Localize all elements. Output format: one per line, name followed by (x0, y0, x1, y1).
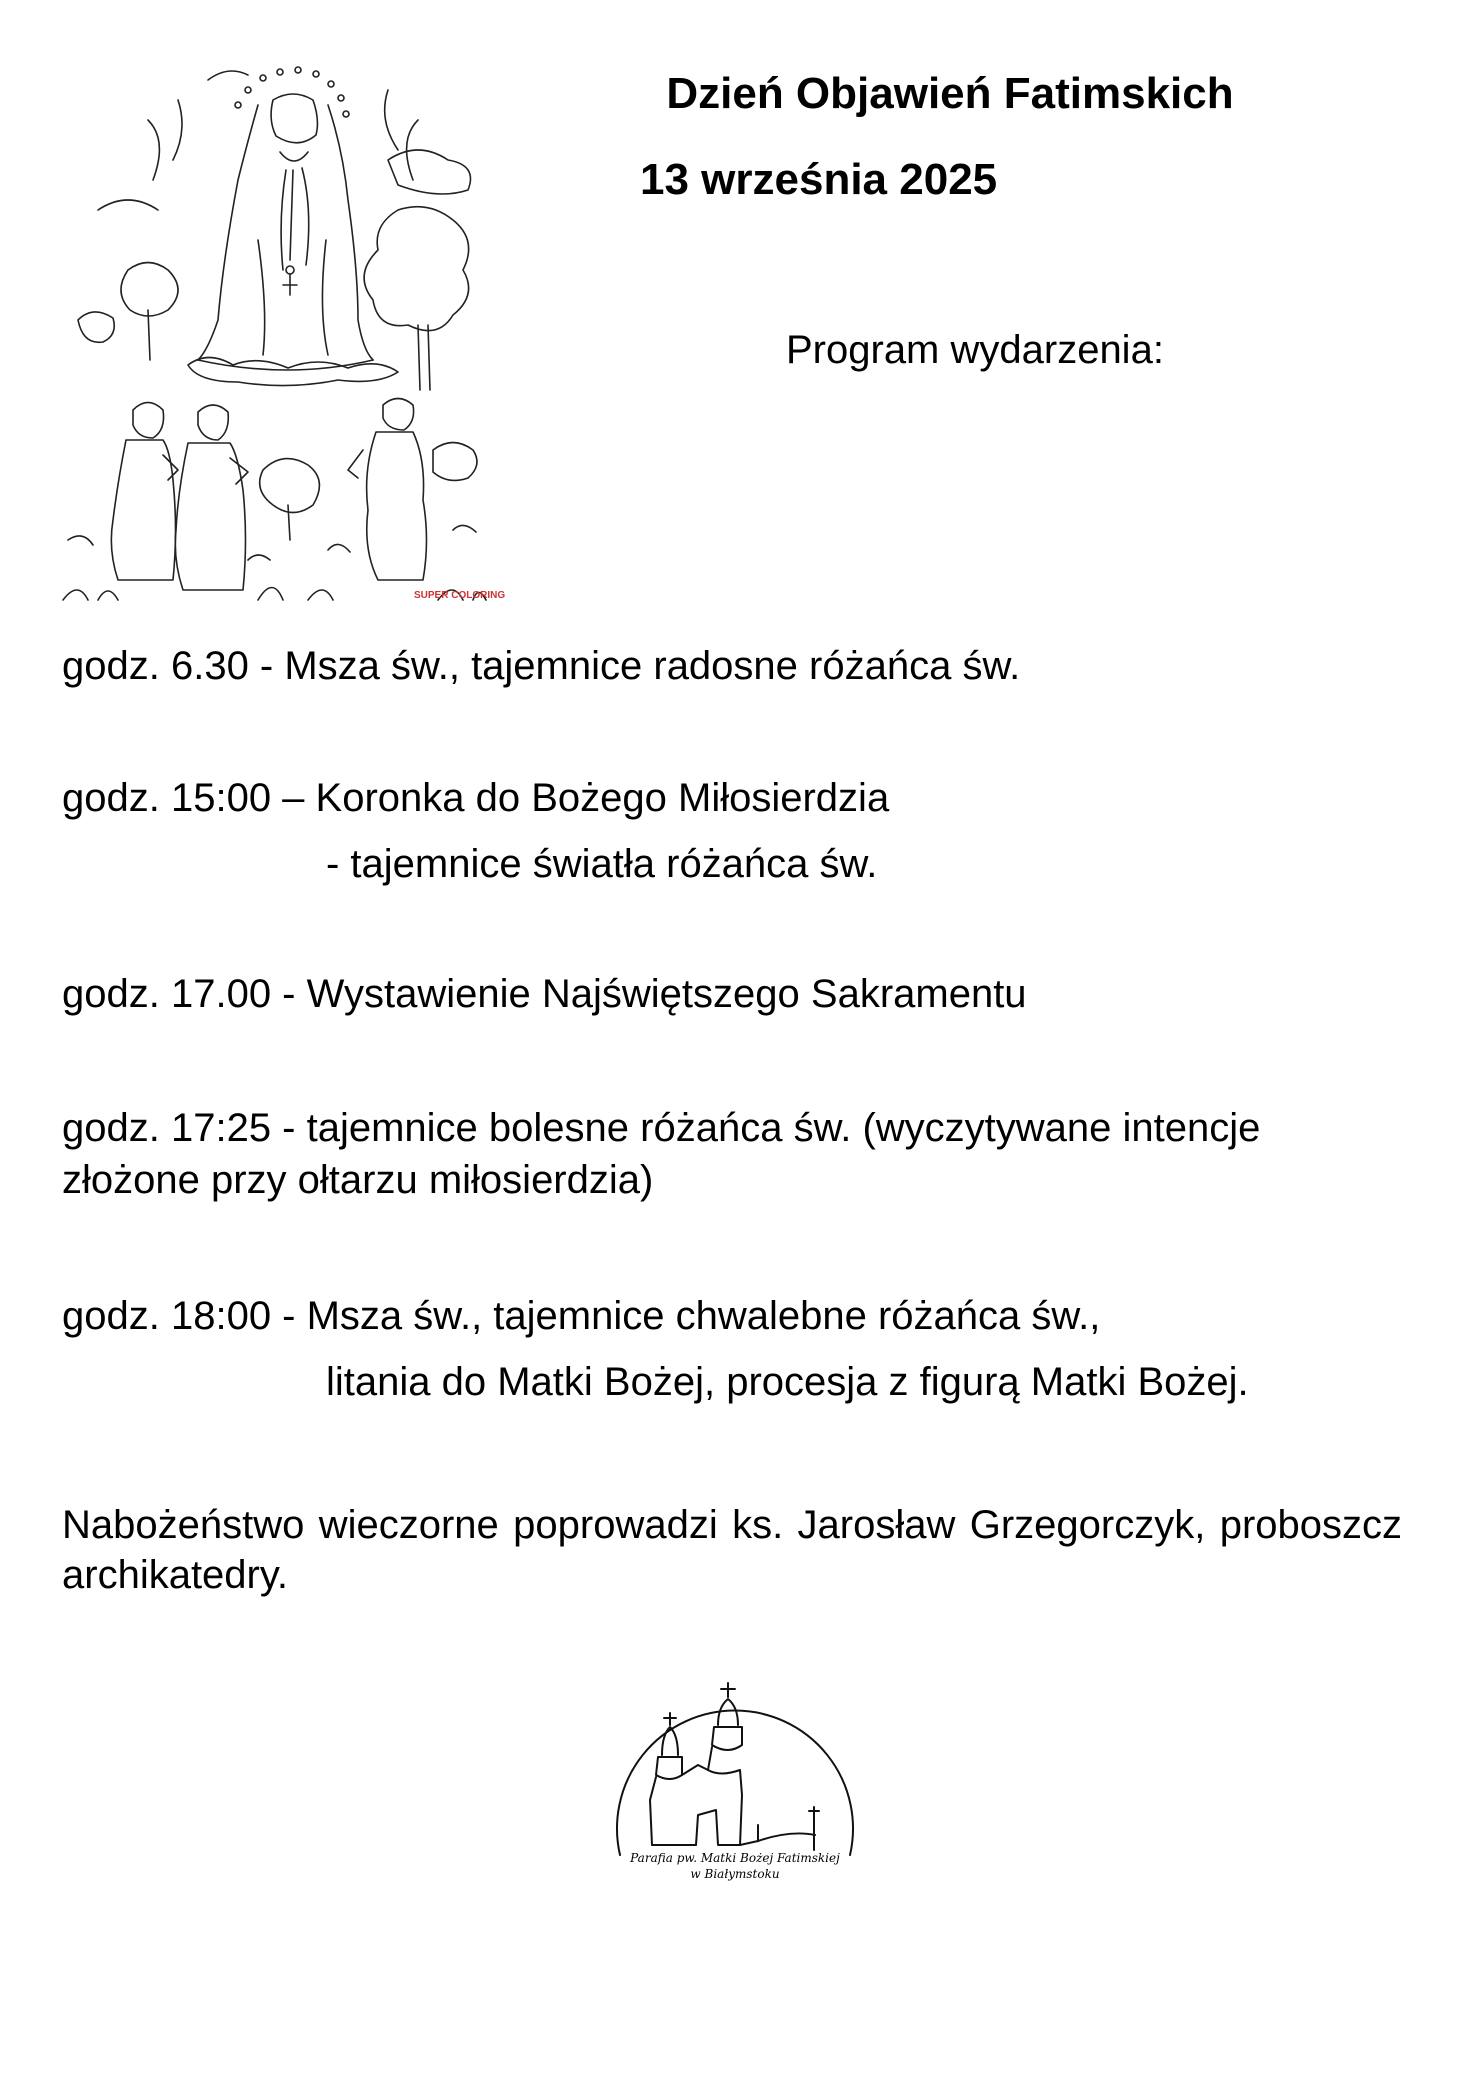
schedule-line: godz. 15:00 – Koronka do Bożego Miłosierdzia (62, 776, 890, 820)
event-title: Dzień Objawień Fatimskich (666, 69, 1234, 118)
celebrant-note: Nabożeństwo wieczorne poprowadzi ks. Jarosław Grzegorczyk, proboszcz archikatedry. (62, 1503, 1402, 1597)
schedule-item (62, 772, 1402, 890)
schedule-line: godz. 18:00 - Msza św., tajemnice chwalebne różańca św., (62, 1294, 1101, 1338)
schedule-line: złożone przy ołtarzu miłosierdzia) (62, 1158, 654, 1202)
event-date: 13 września 2025 (640, 155, 998, 204)
schedule-item (62, 1102, 1402, 1206)
watermark-text: SUPER COLORING (414, 590, 506, 601)
schedule-item (62, 640, 1402, 692)
program-label: Program wydarzenia: (786, 328, 1164, 372)
schedule-line: godz. 17.00 - Wystawienie Najświętszego Sakramentu (62, 972, 1027, 1016)
logo-caption-line: Parafia pw. Matki Bożej Fatimskiej (630, 1851, 840, 1865)
halo-stars-icon (235, 67, 349, 117)
schedule-item (62, 968, 1402, 1020)
schedule-line: litania do Matki Bożej, procesja z figurą Matki Bożej. (326, 1360, 1249, 1404)
schedule-line: godz. 6.30 - Msza św., tajemnice radosne różańca św. (62, 644, 1021, 688)
schedule-item (62, 1290, 1402, 1408)
logo-caption-line: w Białymstoku (690, 1867, 780, 1881)
schedule-line: - tajemnice światła różańca św. (326, 842, 878, 886)
parish-logo-caption (600, 1850, 870, 1882)
our-lady-of-fatima-illustration (58, 60, 506, 605)
schedule-line: godz. 17:25 - tajemnice bolesne różańca św. (wyczytywane intencje (62, 1106, 1261, 1150)
